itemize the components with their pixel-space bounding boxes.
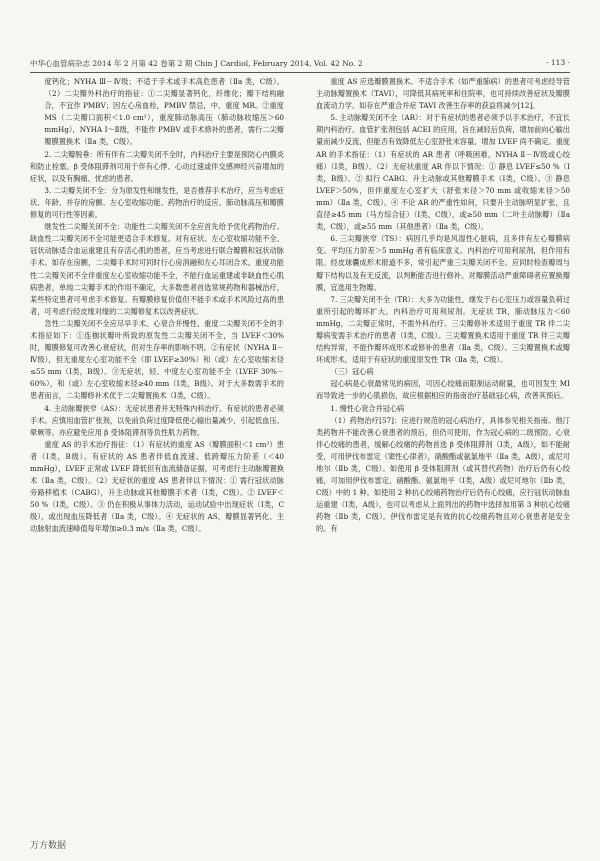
journal-citation: 中华心血管病杂志 2014 年 2 月第 42 卷第 2 期 Chin J Cardiol, February 2014, Vol. 42 No. 2 [30, 59, 363, 68]
paragraph: 4. 主动脉瓣狭窄（AS）：无症状患者并无特殊内科治疗。有症状的患者必须手术。应慎用血管扩张剂，以免前负荷过度降低使心输出量减少，引起低血压、晕厥等。亦应避免应用 β 受体阻滞剂等负性肌力药物。 [30, 403, 284, 437]
left-column [30, 76, 284, 828]
page-number: · 113 · [546, 58, 570, 67]
paragraph: 急性二尖瓣关闭不全应尽早手术。心衰合并慢性、重度二尖瓣关闭不全的手术指征如下：①连枷状瓣叶所致的原发性二尖瓣关闭不全，当 LVEF＜30% 时，瓣膜修复可改善心衰症状，但对生存率的影响不明。②有症状（NYHA Ⅱ－Ⅳ级），但无重度左心室功能不全（即 LVEF≥30%）和（或）左心室收缩末径≤55 mm（Ⅰ类，B级）。③无症状，轻、中度左心室功能不全（LVEF 30%－60%），和（或）左心室收缩末径≥40 mm（Ⅰ类，B级）。对于大多数需手术的患者而言，二尖瓣修补术优于二尖瓣置换术（Ⅰ类，C级）。 [30, 318, 284, 401]
subsection-heading: 1. 慢性心衰合并冠心病 [330, 403, 405, 413]
right-column [316, 76, 570, 828]
footer-watermark: 万方数据 [30, 841, 67, 851]
section-heading: （三）冠心病 [330, 367, 374, 377]
paragraph: 重度 AS 应选瓣膜置换术。不适合手术（如严重肺病）的患者可考虑经导管主动脉瓣置换术（TAVI），可降低其病死率和住院率，也可持续改善症状及瓣膜血流动力学。如存在严重合并症 TAVI 改善生存率的获益将减少[12]。 [316, 77, 570, 111]
paragraph: 7. 三尖瓣关闭不全（TR）：大多为功能性，继发于右心室压力或容量负荷过重所引起的瓣环扩大。内科治疗可用利尿剂。无症状 TR，肺动脉压力＜60 mmHg，二尖瓣正常时，不需外科治疗。三尖瓣修补术适用于重度 TR 伴二尖瓣病变需手术治疗的患者（Ⅰ类，C级）。三尖瓣置换术适用于重度 TR 伴三尖瓣结构异常，不能作瓣环成形术或修补的患者（Ⅱa 类，C级）。三尖瓣置换术或瓣环成形术，适用于有症状的重度原发性 TR（Ⅱa 类，C级）。 [316, 294, 570, 365]
paragraph: 5. 主动脉瓣关闭不全（AR）：对于有症状的患者必须予以手术治疗，不宜长期内科治疗。血管扩张剂包括 ACEI 的应用，旨在减轻后负荷，增加前向心输出量而减少反流，但能否有效降低左心室舒张末容量，增加 LVEF 尚不确定。重度 AR 的手术指征：（1）有症状的 AR 患者（呼吸困难，NYHA Ⅱ－Ⅳ级或心绞痛）（Ⅰ类，B级）。（2）无症状重度 AR 伴以下情况：① 静息 LVEF≤50 %（Ⅰ类，B级）。② 拟行 CABG、升主动脉或其他瓣膜手术（Ⅰ类，C级）。③ 静息 LVEF＞50%，但伴重度左心室扩大（舒张末径＞70 mm 或收缩末径＞50 mm）（Ⅱa 类，C级）。④ 不论 AR 的严重性如何，只要升主动脉明显扩张，且直径≥45 mm（马方综合征）（Ⅰ类，C级），或≥50 mm（二叶主动脉瓣）（Ⅱa 类，C级），或≥55 mm（其他患者）（Ⅱa 类，C级）。 [316, 113, 570, 232]
paragraph: 2. 二尖瓣脱垂：所有伴有二尖瓣关闭不全时，内科治疗主要是预防心内膜炎和防止栓塞。β 受体阻滞剂可用于伴有心悸、心动过速或伴交感神经兴奋增加的症状，以及有胸痛、忧虑的患者。 [30, 149, 284, 183]
paragraph: 6. 三尖瓣狭窄（TS）：病因几乎均是风湿性心脏病，且多伴有左心瓣膜病变。平均压力阶差＞5 mmHg 者有临床意义。内科治疗可用利尿剂，但作用有限。经皮球囊成形术报道不多，常引起严重三尖瓣关闭不全。应同时检查瓣周与瓣下结构以及有无反流，以判断能否进行修补。对瓣膜活动严重障碍者应置换瓣膜，宜选用生物瓣。 [316, 234, 570, 292]
paragraph: 度钙化；NYHA Ⅲ－Ⅳ级；不适于手术或手术高危患者（Ⅱa 类，C级）。（2）二尖瓣外科治疗的指征：①二尖瓣显著钙化，纤维化；瓣下结构融合，不宜作 PMBV；因左心房血栓，PMBV 禁忌，中、重度 MR。②重度 MS（二尖瓣口面积＜1.0 cm²），重度肺动脉高压（肺动脉收缩压＞60 mmHg），NYHA Ⅰ～Ⅱ级，不能作 PMBV 或手术修补的患者，需行二尖瓣瓣膜置换术（Ⅱa 类，C级）。 [44, 77, 284, 147]
paragraph: （1）药物治疗[57]：应进行规范的冠心病治疗，具体参见相关指南。他汀类药物并不能改善心衰患者的预后，但仍可使用，作为冠心病的二级预防。心衰伴心绞痛的患者，缓解心绞痛的药物首选 β 受体阻滞剂（Ⅰ类，A级），如不能耐受，可用伊伐布雷定（窦性心律者），硝酸酯或氨氯地平（Ⅱa 类，A级），或尼可地尔（Ⅱb 类，C级）。如使用 β 受体阻滞剂（或其替代药物）治疗后仍有心绞痛，可加用伊伐布雷定、硝酸酯、氨氯地平（Ⅰ类，A级）或尼可地尔（Ⅱb 类，C级）中的 1 种。如使用 2 种抗心绞痛药物治疗后仍有心绞痛，应行冠状动脉血运重建（Ⅰ类，A级），也可以考虑从上面列出的药物中选择加用第 3 种抗心绞痛药物（Ⅱb 类，C级）。伊伐布雷定是有效的抗心绞痛药物且对心衰患者是安全的。有 [316, 415, 570, 534]
paragraph: 冠心病是心衰最常见的病因，可因心绞痛而限制运动耐量，也可因发生 MI 而导致进一步的心肌损伤，故应根据相应的指南治疗基础冠心病，改善其预后。 [316, 379, 570, 401]
paragraph: 3. 二尖瓣关闭不全：分为原发性和继发性，是否推荐手术治疗，应当考虑症状、年龄、并存的房颤、左心室收缩功能、药物治疗的反应、肺动脉高压和瓣膜修复的可行性等因素。 [30, 185, 284, 220]
paragraph: 重度 AS 的手术治疗指征：（1）有症状的重度 AS（瓣膜面积＜1 cm²）患者（Ⅰ类，B级）。有症状的 AS 患者伴低血流速、低跨瓣压力阶差（＜40 mmHg），LVEF 正常或 LVEF 降低但有血流储备证据，可考虑行主动脉瓣置换术（Ⅱa 类，C级）。（2）无症状的重度 AS 患者伴以下情况：① 需行冠状动脉旁路移植术（CABG），升主动脉或其他瓣膜手术者（Ⅰ类，C级）。② LVEF＜50 %（Ⅰ类，C级）。③ 仍在积极从事体力活动，运动试验中出现症状（Ⅰ类，C级），或出现血压降低者（Ⅱa 类，C级）。④ 无症状的 AS，瓣膜显著钙化、主动脉射血流速峰值每年增加≥0.3 m/s（Ⅱa 类，C级）。 [30, 439, 284, 534]
paragraph: 继发性二尖瓣关闭不全：功能性二尖瓣关闭不全应首先给予优化药物治疗。缺血性二尖瓣关闭不全可能更适合手术修复。对有症状、左心室收缩功能不全、冠状动脉适合血运重建且有存活心肌的患者，应当考虑进行联合瓣膜和冠状动脉手术。如存在房颤，二尖瓣手术时可同时行心房消融和左心耳闭合术。重度功能性二尖瓣关闭不全伴重度左心室收缩功能不全，不能行血运重建或非缺血性心肌病患者，单纯二尖瓣手术的作用不确定，大多数患者首选常规药物和器械治疗，某些特定患者可考虑手术修复。有瓣膜修复价值但不能手术或手术风险过高的患者，可考虑行经皮缘对缘的二尖瓣修复术以改善症状。 [30, 222, 284, 316]
running-header [30, 58, 570, 73]
